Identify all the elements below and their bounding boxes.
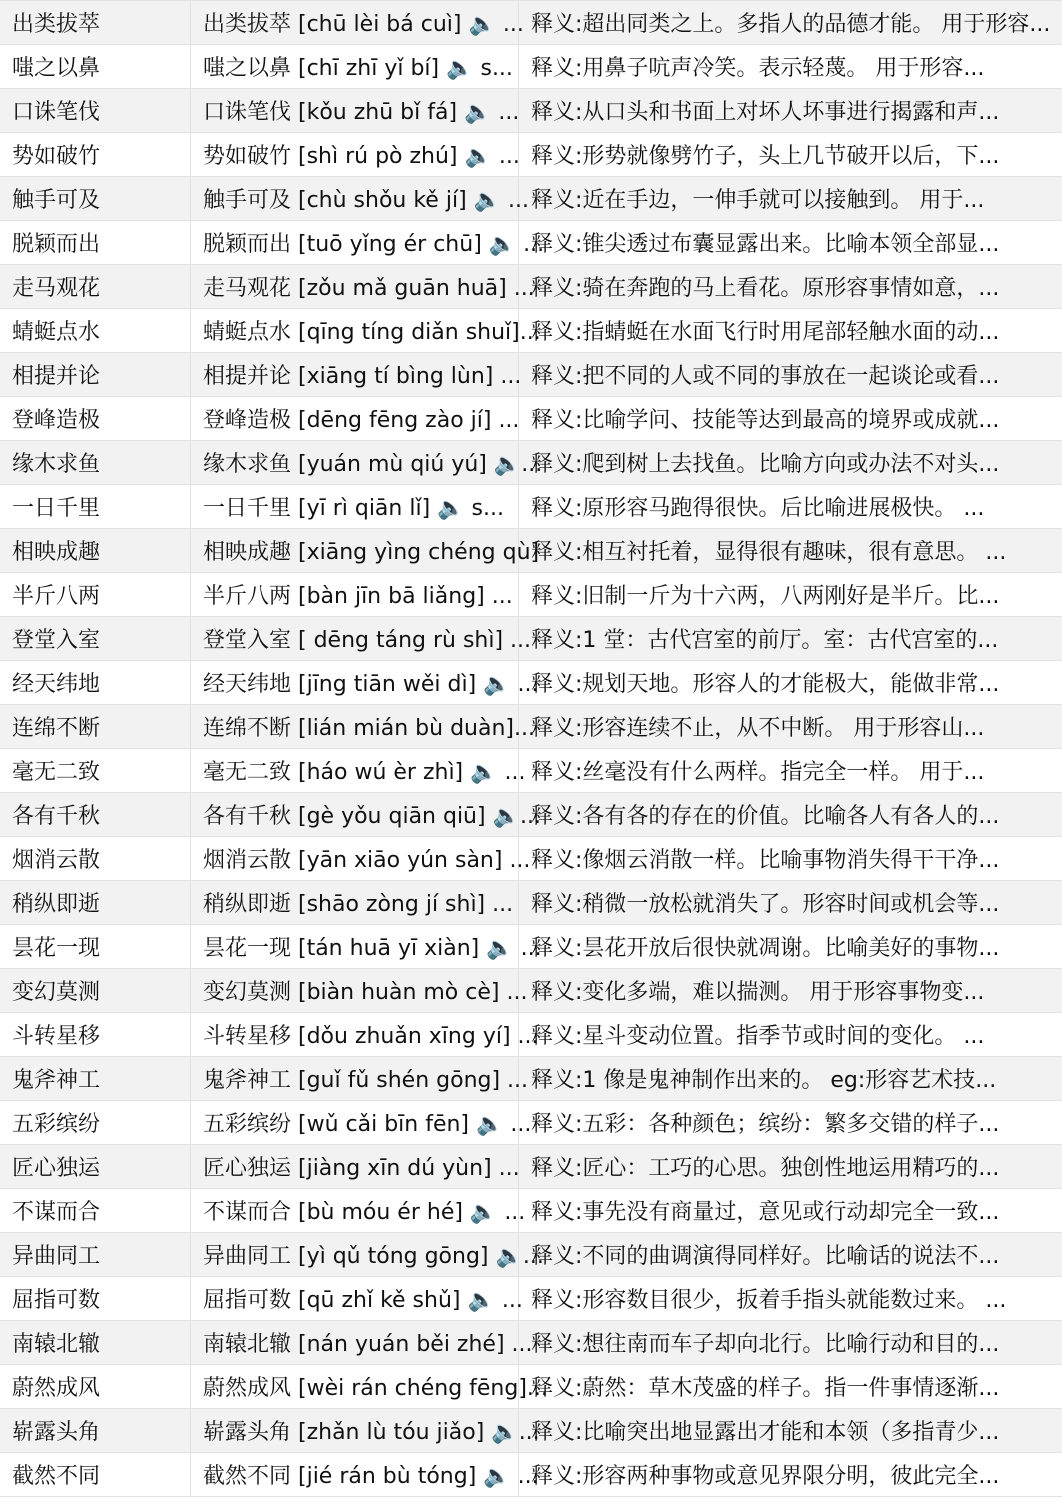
cell-pinyin-text: 触手可及 [chù shǒu kě jí] 🔈 ... [203, 188, 530, 213]
cell-pinyin-text: 鬼斧神工 [guǐ fǔ shén gōng] ... [203, 1068, 529, 1093]
cell-pinyin[interactable] [191, 969, 528, 1012]
cell-pinyin[interactable] [191, 749, 526, 792]
cell-word[interactable] [0, 45, 191, 88]
cell-word[interactable] [0, 133, 191, 176]
cell-pinyin[interactable] [191, 89, 519, 132]
table-row[interactable] [0, 353, 1062, 397]
cell-word[interactable] [0, 793, 191, 836]
cell-pinyin-text: 脱颖而出 [tuō yǐng ér chū] 🔈 ... [203, 232, 545, 257]
cell-word-text: 蔚然成风 [12, 1376, 101, 1401]
cell-pinyin-text: 烟消云散 [yān xiāo yún sàn] ... [203, 848, 531, 873]
cell-word-text: 变幻莫测 [12, 980, 101, 1005]
cell-word-text: 昙花一现 [12, 936, 101, 961]
cell-definition[interactable] [519, 353, 1062, 396]
table-row[interactable] [0, 1189, 1062, 1233]
cell-definition[interactable] [519, 485, 1062, 528]
cell-definition-text: 释义:用鼻子吭声冷笑。表示轻蔑。 用于形容... [531, 56, 985, 81]
cell-word[interactable] [0, 1453, 191, 1496]
cell-definition[interactable] [519, 1189, 1062, 1232]
cell-pinyin[interactable] [191, 881, 519, 924]
cell-definition[interactable] [519, 1233, 1062, 1276]
table-row[interactable] [0, 1, 1062, 45]
table-row[interactable] [0, 265, 1062, 309]
table-row[interactable] [0, 1321, 1062, 1365]
cell-definition[interactable] [519, 133, 1062, 176]
cell-definition-text: 释义:星斗变动位置。指季节或时间的变化。 ... [531, 1024, 985, 1049]
cell-definition[interactable] [519, 573, 1062, 616]
table-row[interactable] [0, 749, 1062, 793]
cell-pinyin-text: 出类拔萃 [chū lèi bá cuì] 🔈 ... [203, 12, 524, 37]
cell-pinyin-text: 各有千秋 [gè yǒu qiān qiū] 🔈... [203, 804, 541, 829]
cell-definition-text: 释义:五彩：各种颜色；缤纷：繁多交错的样子... [531, 1112, 1000, 1137]
cell-definition-text: 释义:1 堂：古代宫室的前厅。室：古代宫室的... [531, 628, 999, 653]
cell-word-text: 嗤之以鼻 [12, 56, 101, 81]
cell-pinyin[interactable] [191, 573, 519, 616]
cell-pinyin[interactable] [191, 793, 541, 836]
cell-pinyin[interactable] [191, 1233, 544, 1276]
cell-word[interactable] [0, 969, 191, 1012]
cell-word[interactable] [0, 221, 191, 264]
cell-word[interactable] [0, 705, 191, 748]
cell-definition-text: 释义:近在手边，一伸手就可以接触到。 用于... [531, 188, 985, 213]
cell-definition[interactable] [519, 1277, 1062, 1320]
cell-pinyin[interactable] [191, 441, 543, 484]
cell-word-text: 一日千里 [12, 496, 101, 521]
cell-definition-text: 释义:各有各的存在的价值。比喻各人有各人的... [531, 804, 1000, 829]
table-row[interactable] [0, 1101, 1062, 1145]
cell-definition-text: 释义:相互衬托着，显得很有趣味，很有意思。 ... [531, 540, 1007, 565]
cell-definition[interactable] [519, 221, 1062, 264]
table-row[interactable] [0, 925, 1062, 969]
table-row[interactable] [0, 177, 1062, 221]
cell-word[interactable] [0, 1145, 191, 1188]
cell-pinyin-text: 嗤之以鼻 [chī zhī yǐ bí] 🔈 s... [203, 56, 513, 81]
cell-pinyin-text: 缘木求鱼 [yuán mù qiú yú] 🔈... [203, 452, 543, 477]
cell-pinyin-text: 蔚然成风 [wèi rán chéng fēng]... [203, 1376, 548, 1401]
table-row[interactable] [0, 45, 1062, 89]
cell-word[interactable] [0, 749, 191, 792]
cell-definition-text: 释义:锥尖透过布囊显露出来。比喻本领全部显... [531, 232, 1000, 257]
cell-word-text: 截然不同 [12, 1464, 101, 1489]
cell-word[interactable] [0, 441, 191, 484]
table-row[interactable] [0, 793, 1062, 837]
cell-word-text: 触手可及 [12, 188, 101, 213]
cell-word-text: 不谋而合 [12, 1200, 101, 1225]
cell-definition-text: 释义:变化多端，难以揣测。 用于形容事物变... [531, 980, 985, 1005]
cell-word[interactable] [0, 1409, 191, 1452]
cell-word-text: 连绵不断 [12, 716, 101, 741]
cell-word-text: 烟消云散 [12, 848, 101, 873]
cell-pinyin[interactable] [191, 1409, 540, 1452]
cell-definition[interactable] [519, 749, 1062, 792]
cell-word[interactable] [0, 1013, 191, 1056]
cell-pinyin[interactable] [191, 397, 519, 440]
cell-pinyin-text: 走马观花 [zǒu mǎ guān huā] ... [203, 276, 535, 301]
cell-word-text: 稍纵即逝 [12, 892, 101, 917]
cell-definition[interactable] [519, 397, 1062, 440]
cell-word[interactable] [0, 265, 191, 308]
cell-pinyin[interactable] [191, 309, 541, 352]
cell-word-text: 相映成趣 [12, 540, 101, 565]
cell-word[interactable] [0, 177, 191, 220]
table-row[interactable] [0, 573, 1062, 617]
cell-word-text: 登峰造极 [12, 408, 101, 433]
cell-pinyin-text: 相提并论 [xiāng tí bìng lùn] ... [203, 364, 522, 389]
cell-word[interactable] [0, 1321, 191, 1364]
cell-definition[interactable] [519, 1409, 1062, 1452]
cell-definition-text: 释义:形容数目很少，扳着手指头就能数过来。 ... [531, 1288, 1007, 1313]
cell-word-text: 异曲同工 [12, 1244, 101, 1269]
cell-definition-text: 释义:昙花开放后很快就凋谢。比喻美好的事物... [531, 936, 1000, 961]
cell-pinyin-text: 屈指可数 [qū zhǐ kě shǔ] 🔈 ... [203, 1288, 523, 1313]
cell-definition-text: 释义:规划天地。形容人的才能极大，能做非常... [531, 672, 1000, 697]
cell-definition[interactable] [519, 837, 1062, 880]
cell-pinyin-text: 登峰造极 [dēng fēng zào jí] ... [203, 408, 520, 433]
cell-pinyin-text: 稍纵即逝 [shāo zòng jí shì] ... [203, 892, 514, 917]
table-row[interactable] [0, 705, 1062, 749]
cell-definition[interactable] [519, 969, 1062, 1012]
cell-pinyin[interactable] [191, 1013, 539, 1056]
cell-word-text: 南辕北辙 [12, 1332, 101, 1357]
cell-pinyin[interactable] [191, 1057, 529, 1100]
table-row[interactable] [0, 1145, 1062, 1189]
cell-word-text: 崭露头角 [12, 1420, 101, 1445]
cell-definition-text: 释义:比喻突出地显露出才能和本领（多指青少... [531, 1420, 1000, 1445]
cell-definition-text: 释义:形容两种事物或意见界限分明，彼此完全... [531, 1464, 1000, 1489]
cell-pinyin-text: 不谋而合 [bù móu ér hé] 🔈 ... [203, 1200, 526, 1225]
cell-pinyin-text: 口诛笔伐 [kǒu zhū bǐ fá] 🔈 ... [203, 100, 520, 125]
cell-definition[interactable] [519, 925, 1062, 968]
cell-pinyin[interactable] [191, 837, 531, 880]
cell-definition-text: 释义:1 像是鬼神制作出来的。 eg:形容艺术技... [531, 1068, 997, 1093]
cell-word[interactable] [0, 617, 191, 660]
cell-word[interactable] [0, 881, 191, 924]
cell-pinyin-text: 匠心独运 [jiàng xīn dú yùn] ... [203, 1156, 520, 1181]
cell-pinyin-text: 经天纬地 [jīng tiān wěi dì] 🔈 ... [203, 672, 539, 697]
cell-definition[interactable] [519, 705, 1062, 748]
cell-pinyin[interactable] [191, 133, 519, 176]
cell-definition-text: 释义:爬到树上去找鱼。比喻方向或办法不对头... [531, 452, 1000, 477]
cell-definition[interactable] [519, 1057, 1062, 1100]
cell-word-text: 各有千秋 [12, 804, 101, 829]
cell-pinyin-text: 半斤八两 [bàn jīn bā liǎng] ... [203, 584, 513, 609]
cell-word[interactable] [0, 837, 191, 880]
table-row[interactable] [0, 837, 1062, 881]
cell-pinyin[interactable] [191, 1365, 548, 1408]
cell-pinyin-text: 连绵不断 [lián mián bù duàn]... [203, 716, 535, 741]
cell-definition-text: 释义:骑在奔跑的马上看花。原形容事情如意，... [531, 276, 1000, 301]
cell-word[interactable] [0, 1101, 191, 1144]
cell-definition-text: 释义:匠心：工巧的心思。独创性地运用精巧的... [531, 1156, 1000, 1181]
table-row[interactable] [0, 617, 1062, 661]
cell-pinyin-text: 势如破竹 [shì rú pò zhú] 🔈 ... [203, 144, 520, 169]
cell-pinyin[interactable] [191, 1189, 526, 1232]
cell-word[interactable] [0, 485, 191, 528]
table-row[interactable] [0, 89, 1062, 133]
cell-word[interactable] [0, 1, 191, 44]
cell-word-text: 势如破竹 [12, 144, 101, 169]
cell-word[interactable] [0, 309, 191, 352]
table-row[interactable] [0, 1277, 1062, 1321]
cell-word-text: 五彩缤纷 [12, 1112, 101, 1137]
cell-definition[interactable] [519, 1453, 1062, 1496]
cell-pinyin-text: 相映成趣 [xiāng yìng chéng qù] [203, 540, 540, 565]
cell-pinyin[interactable] [191, 1101, 532, 1144]
cell-pinyin-text: 昙花一现 [tán huā yī xiàn] 🔈 ... [203, 936, 542, 961]
cell-definition-text: 释义:指蜻蜓在水面飞行时用尾部轻触水面的动... [531, 320, 1000, 345]
cell-pinyin-text: 登堂入室 [ dēng táng rù shì] ... [203, 628, 532, 653]
cell-definition[interactable] [519, 617, 1062, 660]
cell-definition[interactable] [519, 1321, 1062, 1364]
cell-definition[interactable] [519, 441, 1062, 484]
cell-pinyin[interactable] [191, 221, 545, 264]
cell-pinyin-text: 五彩缤纷 [wǔ cǎi bīn fēn] 🔈 ... [203, 1112, 532, 1137]
cell-word-text: 相提并论 [12, 364, 101, 389]
cell-definition[interactable] [519, 89, 1062, 132]
cell-definition[interactable] [519, 265, 1062, 308]
cell-pinyin[interactable] [191, 925, 542, 968]
cell-definition[interactable] [519, 529, 1062, 572]
cell-definition-text: 释义:丝毫没有什么两样。指完全一样。 用于... [531, 760, 985, 785]
cell-word-text: 匠心独运 [12, 1156, 101, 1181]
cell-pinyin[interactable] [191, 1, 524, 44]
cell-pinyin-text: 蜻蜓点水 [qīng tíng diǎn shuǐ]... [203, 320, 541, 345]
cell-pinyin[interactable] [191, 705, 535, 748]
cell-definition[interactable] [519, 45, 1062, 88]
cell-pinyin[interactable] [191, 617, 532, 660]
table-row[interactable] [0, 1013, 1062, 1057]
cell-pinyin-text: 截然不同 [jié rán bù tóng] 🔈 ... [203, 1464, 539, 1489]
cell-definition[interactable] [519, 309, 1062, 352]
cell-word[interactable] [0, 89, 191, 132]
table-row[interactable] [0, 133, 1062, 177]
table-row[interactable] [0, 1233, 1062, 1277]
cell-pinyin[interactable] [191, 529, 540, 572]
cell-word[interactable] [0, 1365, 191, 1408]
cell-pinyin[interactable] [191, 353, 522, 396]
cell-definition[interactable] [519, 1101, 1062, 1144]
table-row[interactable] [0, 1365, 1062, 1409]
cell-pinyin-text: 斗转星移 [dǒu zhuǎn xīng yí] ... [203, 1024, 539, 1049]
cell-pinyin-text: 异曲同工 [yì qǔ tóng gōng] 🔈... [203, 1244, 544, 1269]
cell-word[interactable] [0, 529, 191, 572]
cell-pinyin-text: 毫无二致 [háo wú èr zhì] 🔈 ... [203, 760, 526, 785]
cell-pinyin-text: 变幻莫测 [biàn huàn mò cè] ... [203, 980, 528, 1005]
cell-word-text: 屈指可数 [12, 1288, 101, 1313]
cell-pinyin[interactable] [191, 661, 539, 704]
cell-definition-text: 释义:从口头和书面上对坏人坏事进行揭露和声... [531, 100, 1000, 125]
table-row[interactable] [0, 661, 1062, 705]
cell-definition-text: 释义:形势就像劈竹子，头上几节破开以后，下... [531, 144, 1000, 169]
cell-word[interactable] [0, 1057, 191, 1100]
cell-word-text: 蜻蜓点水 [12, 320, 101, 345]
cell-definition-text: 释义:把不同的人或不同的事放在一起谈论或看... [531, 364, 1000, 389]
cell-word[interactable] [0, 397, 191, 440]
cell-word[interactable] [0, 925, 191, 968]
table-row[interactable] [0, 969, 1062, 1013]
cell-definition-text: 释义:形容连续不止，从不中断。 用于形容山... [531, 716, 985, 741]
cell-word-text: 斗转星移 [12, 1024, 101, 1049]
cell-word-text: 口诛笔伐 [12, 100, 101, 125]
cell-word-text: 经天纬地 [12, 672, 101, 697]
cell-definition-text: 释义:超出同类之上。多指人的品德才能。 用于形容... [531, 12, 1051, 37]
cell-word[interactable] [0, 573, 191, 616]
cell-pinyin[interactable] [191, 485, 519, 528]
table-row[interactable] [0, 1057, 1062, 1101]
cell-definition[interactable] [519, 177, 1062, 220]
cell-definition-text: 释义:像烟云消散一样。比喻事物消失得干干净... [531, 848, 1000, 873]
cell-definition-text: 释义:原形容马跑得很快。后比喻进展极快。 ... [531, 496, 985, 521]
cell-definition-text: 释义:比喻学问、技能等达到最高的境界或成就... [531, 408, 1000, 433]
cell-word-text: 登堂入室 [12, 628, 101, 653]
cell-word[interactable] [0, 353, 191, 396]
cell-definition[interactable] [519, 793, 1062, 836]
cell-definition[interactable] [519, 881, 1062, 924]
table-row[interactable] [0, 397, 1062, 441]
cell-definition[interactable] [519, 661, 1062, 704]
table-row[interactable] [0, 485, 1062, 529]
cell-word-text: 鬼斧神工 [12, 1068, 101, 1093]
cell-definition[interactable] [519, 1145, 1062, 1188]
cell-definition-text: 释义:不同的曲调演得同样好。比喻话的说法不... [531, 1244, 1000, 1269]
table-row[interactable] [0, 1409, 1062, 1453]
cell-word-text: 缘木求鱼 [12, 452, 101, 477]
cell-definition-text: 释义:稍微一放松就消失了。形容时间或机会等... [531, 892, 1000, 917]
table-row[interactable] [0, 529, 1062, 573]
cell-word-text: 走马观花 [12, 276, 101, 301]
cell-pinyin[interactable] [191, 1277, 523, 1320]
cell-pinyin[interactable] [191, 265, 535, 308]
cell-definition-text: 释义:事先没有商量过，意见或行动却完全一致... [531, 1200, 1000, 1225]
table-row[interactable] [0, 441, 1062, 485]
cell-definition[interactable] [519, 1013, 1062, 1056]
cell-definition[interactable] [519, 1365, 1062, 1408]
cell-word[interactable] [0, 1189, 191, 1232]
cell-definition[interactable] [519, 1, 1062, 44]
cell-pinyin-text: 南辕北辙 [nán yuán běi zhé] ... [203, 1332, 533, 1357]
cell-definition-text: 释义:想往南而车子却向北行。比喻行动和目的... [531, 1332, 1000, 1357]
cell-word-text: 出类拔萃 [12, 12, 101, 37]
cell-definition-text: 释义:旧制一斤为十六两，八两刚好是半斤。比... [531, 584, 1000, 609]
table-row[interactable] [0, 1453, 1062, 1497]
table-row[interactable] [0, 881, 1062, 925]
cell-word[interactable] [0, 1277, 191, 1320]
cell-pinyin[interactable] [191, 177, 530, 220]
cell-word[interactable] [0, 661, 191, 704]
cell-pinyin[interactable] [191, 45, 519, 88]
cell-word-text: 脱颖而出 [12, 232, 101, 257]
table-row[interactable] [0, 221, 1062, 265]
table-row[interactable] [0, 309, 1062, 353]
cell-pinyin[interactable] [191, 1321, 533, 1364]
cell-definition-text: 释义:蔚然：草木茂盛的样子。指一件事情逐渐... [531, 1376, 1000, 1401]
cell-pinyin-text: 一日千里 [yī rì qiān lǐ] 🔈 s... [203, 496, 504, 521]
cell-word[interactable] [0, 1233, 191, 1276]
cell-word-text: 毫无二致 [12, 760, 101, 785]
cell-pinyin-text: 崭露头角 [zhǎn lù tóu jiǎo] 🔈... [203, 1420, 540, 1445]
cell-word-text: 半斤八两 [12, 584, 101, 609]
cell-pinyin[interactable] [191, 1453, 539, 1496]
cell-pinyin[interactable] [191, 1145, 519, 1188]
